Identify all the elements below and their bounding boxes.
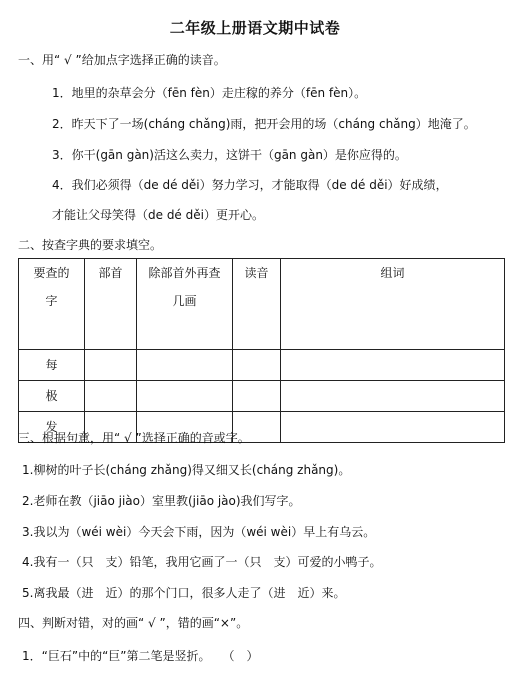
header-word: 组词 [281,259,505,350]
blank-cell[interactable] [85,350,137,381]
question-4-1: 1．“巨石”中的“巨”第二笔是竖折。 （ ） [22,649,259,663]
question-3-3: 3.我以为（wéi wèi）今天会下雨，因为（wéi wèi）早上有乌云。 [22,525,376,539]
table-header-row [19,259,505,350]
section-3-heading: 三、根据句意，用“ √ ”选择正确的音或字。 [18,431,250,445]
header-pronunciation: 读音 [233,259,281,350]
question-1-2: 2．昨天下了一场(cháng chǎng)雨，把开会用的场（cháng chǎng）地淹了。 [52,117,476,131]
question-3-1: 1.柳树的叶子长(cháng zhǎng)得又细又长(cháng zhǎng)。 [22,463,351,477]
exam-title: 二年级上册语文期中试卷 [169,19,341,37]
blank-cell[interactable] [137,381,233,412]
question-1-1: 1．地里的杂草会分（fēn fèn）走庄稼的养分（fēn fèn）。 [52,86,367,100]
blank-cell[interactable] [281,381,505,412]
blank-cell[interactable] [233,350,281,381]
question-3-5: 5.离我最（进 近）的那个门口，很多人走了（进 近）来。 [22,586,346,600]
dictionary-table [18,258,505,443]
question-3-4: 4.我有一（只 支）铅笔，我用它画了一（只 支）可爱的小鸭子。 [22,555,382,569]
table-row [19,381,505,412]
table-row-char: 发 [19,412,85,443]
header-radical: 部首 [85,259,137,350]
table-row-char: 每 [19,350,85,381]
section-4-heading: 四、判断对错，对的画“ √ ”，错的画“×”。 [18,616,249,630]
blank-cell[interactable] [281,350,505,381]
blank-cell[interactable] [233,381,281,412]
blank-cell[interactable] [137,350,233,381]
section-1-heading: 一、用“ √ ”给加点字选择正确的读音。 [18,53,226,67]
table-row [19,350,505,381]
blank-cell[interactable] [281,412,505,443]
question-3-2: 2.老师在教（jiāo jiào）室里教(jiāo jào)我们写字。 [22,494,301,508]
header-char: 要查的 字 [19,259,85,350]
question-1-3: 3．你干(gān gàn)活这么卖力，这饼干（gān gàn）是你应得的。 [52,148,407,162]
section-2-heading: 二、按查字典的要求填空。 [18,238,163,252]
question-1-4-continued: 才能让父母笑得（de dé děi）更开心。 [52,208,264,222]
blank-cell[interactable] [85,381,137,412]
table-row-char: 极 [19,381,85,412]
question-1-4: 4．我们必须得（de dé děi）努力学习，才能取得（de dé děi）好成绩， [52,178,448,192]
header-strokes: 除部首外再查 几画 [137,259,233,350]
